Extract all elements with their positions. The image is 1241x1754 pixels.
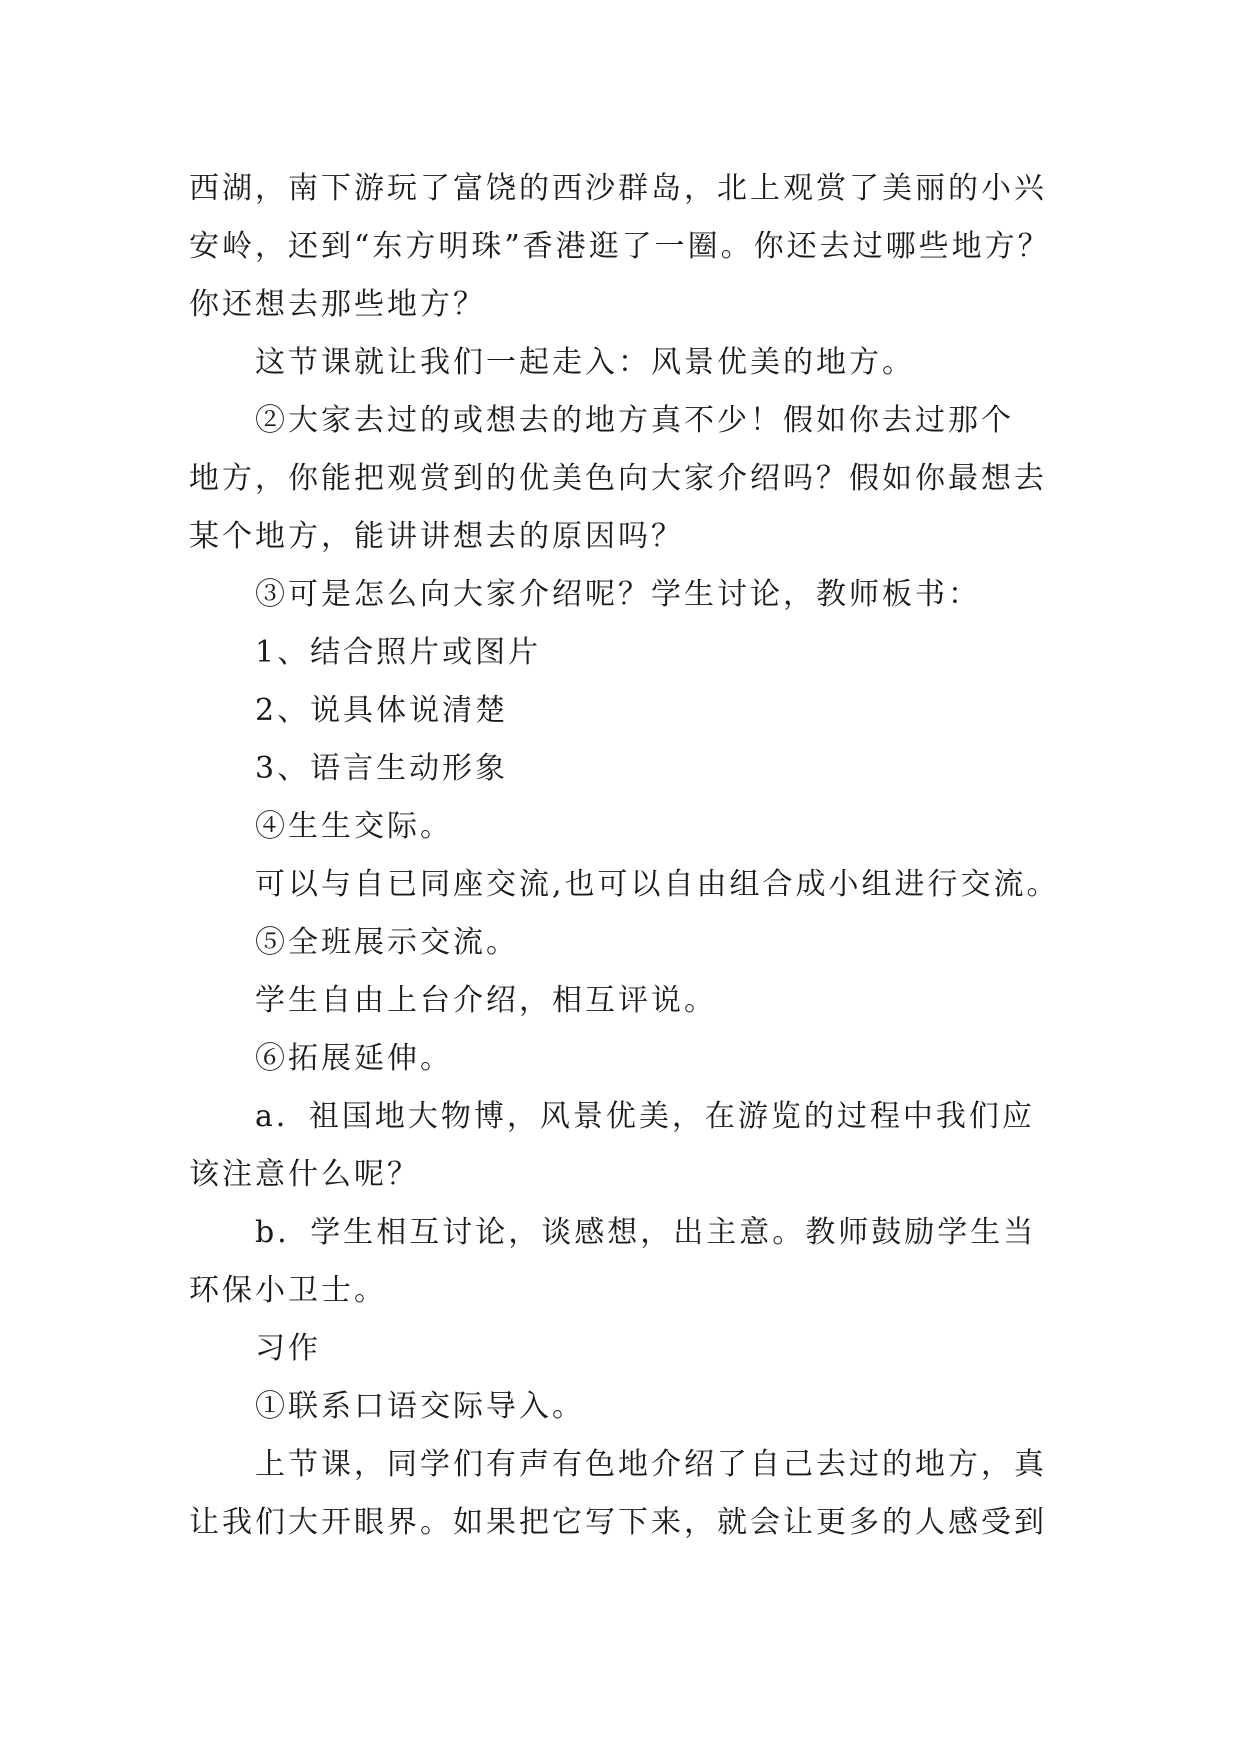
document-body bbox=[189, 160, 1069, 1552]
text-line: a．祖国地大物博，风景优美，在游览的过程中我们应 bbox=[255, 1099, 1035, 1134]
text-line: ③可是怎么向大家介绍呢？学生讨论，教师板书： bbox=[255, 577, 981, 612]
text-line: b．学生相互讨论，谈感想，出主意。教师鼓励学生当 bbox=[255, 1215, 1037, 1250]
step-heading: ⑥拓展延伸。 bbox=[255, 1041, 453, 1076]
list-item: 2、说具体说清楚 bbox=[255, 693, 509, 728]
text-line: 安岭，还到“东方明珠”香港逛了一圈。你还去过哪些地方？ bbox=[189, 229, 1051, 264]
section-heading: 习作 bbox=[255, 1331, 321, 1366]
text-line: 让我们大开眼界。如果把它写下来，就会让更多的人感受到 bbox=[189, 1505, 1047, 1540]
text-line: 上节课，同学们有声有色地介绍了自己去过的地方，真 bbox=[255, 1447, 1047, 1482]
text-line: 环保小卫士。 bbox=[189, 1273, 387, 1308]
list-item: 1、结合照片或图片 bbox=[255, 635, 542, 670]
text-line: 你还想去那些地方？ bbox=[189, 287, 486, 322]
text-line: 这节课就让我们一起走入：风景优美的地方。 bbox=[255, 345, 915, 380]
text-line: 地方，你能把观赏到的优美色向大家介绍吗？假如你最想去 bbox=[189, 461, 1047, 496]
text-line: 西湖，南下游玩了富饶的西沙群岛，北上观赏了美丽的小兴 bbox=[189, 171, 1047, 206]
text-line: ②大家去过的或想去的地方真不少！假如你去过那个 bbox=[255, 403, 1014, 438]
list-item: 3、语言生动形象 bbox=[255, 751, 509, 786]
text-line: 某个地方，能讲讲想去的原因吗？ bbox=[189, 519, 684, 554]
step-heading: ⑤全班展示交流。 bbox=[255, 925, 519, 960]
step-heading: ④生生交际。 bbox=[255, 809, 453, 844]
text-line: 该注意什么呢？ bbox=[189, 1157, 420, 1192]
text-line: 可以与自已同座交流,也可以自由组合成小组进行交流。 bbox=[255, 867, 1060, 902]
text-line: 学生自由上台介绍，相互评说。 bbox=[255, 983, 717, 1018]
step-heading: ①联系口语交际导入。 bbox=[255, 1389, 585, 1424]
